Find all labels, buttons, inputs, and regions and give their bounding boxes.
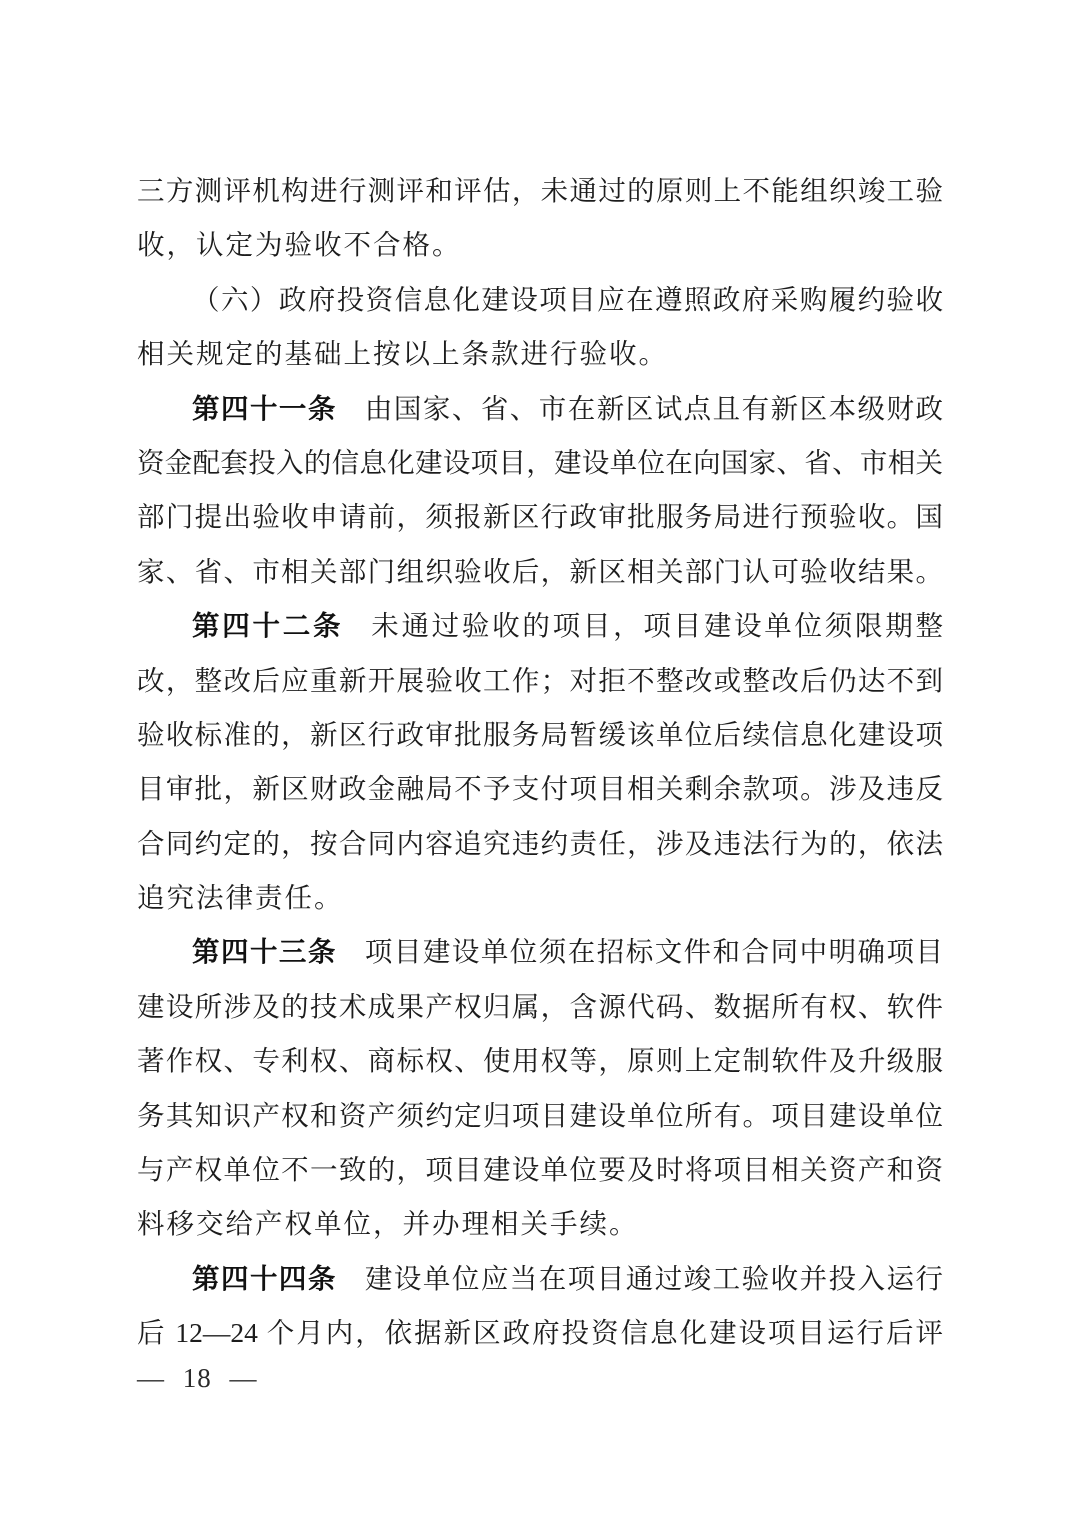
document-line [137, 1197, 943, 1251]
document-line [137, 817, 943, 871]
article-number: 第四十二条 [192, 610, 344, 642]
line-text: 由国家、省、市在新区试点且有新区本级财政 [364, 392, 944, 424]
document-line [137, 273, 943, 327]
line-text: 项目建设单位须在招标文件和合同中明确项目 [364, 936, 944, 968]
line-text: 建设单位应当在项目通过竣工验收并投入运行 [364, 1262, 944, 1294]
line-text: 目审批，新区财政金融局不予支付项目相关剩余款项。涉及违反 [137, 773, 943, 805]
line-text: 建设所涉及的技术成果产权归属，含源代码、数据所有权、软件 [137, 990, 943, 1022]
document-line [137, 654, 943, 708]
line-text: 相关规定的基础上按以上条款进行验收。 [137, 338, 668, 370]
line-text: 后 12—24 个月内，依据新区政府投资信息化建设项目运行后评 [137, 1317, 943, 1349]
document-line [137, 980, 943, 1034]
document-line [137, 925, 943, 979]
document-line [137, 545, 943, 599]
document-line [137, 327, 943, 381]
line-text: 合同约定的，按合同内容追究违约责任，涉及违法行为的，依法 [137, 827, 943, 859]
document-line [137, 1252, 943, 1306]
document-line [137, 1306, 943, 1360]
article-number: 第四十三条 [192, 936, 337, 968]
line-text: 与产权单位不一致的，项目建设单位要及时将项目相关资产和资 [137, 1154, 943, 1186]
document-line [137, 218, 943, 272]
line-text: （六）政府投资信息化建设项目应在遵照政府采购履约验收 [192, 283, 943, 315]
document-line [137, 382, 943, 436]
article-number: 第四十一条 [192, 392, 337, 424]
document-line [137, 871, 943, 925]
document-line [137, 436, 943, 490]
document-line [137, 1143, 943, 1197]
document-line [137, 1089, 943, 1143]
document-line [137, 1034, 943, 1088]
line-text: 资金配套投入的信息化建设项目，建设单位在向国家、省、市相关 [137, 446, 943, 478]
line-text: 改，整改后应重新开展验收工作；对拒不整改或整改后仍达不到 [137, 664, 943, 696]
line-text: 验收标准的，新区行政审批服务局暂缓该单位后续信息化建设项 [137, 718, 943, 750]
line-text: 料移交给产权单位，并办理相关手续。 [137, 1208, 639, 1240]
document-body [137, 164, 943, 1361]
document-line [137, 490, 943, 544]
line-text: 部门提出验收申请前，须报新区行政审批服务局进行预验收。国 [137, 501, 943, 533]
line-text: 追究法律责任。 [137, 882, 344, 914]
document-line [137, 762, 943, 816]
document-line [137, 164, 943, 218]
document-line [137, 708, 943, 762]
line-text: 收，认定为验收不合格。 [137, 229, 462, 261]
article-number: 第四十四条 [192, 1262, 337, 1294]
line-text: 家、省、市相关部门组织验收后，新区相关部门认可验收结果。 [137, 555, 943, 587]
line-text: 三方测评机构进行测评和评估，未通过的原则上不能组织竣工验 [137, 175, 943, 206]
page-number: — 18 — [137, 1363, 258, 1393]
line-text: 著作权、专利权、商标权、使用权等，原则上定制软件及升级服 [137, 1045, 943, 1077]
line-text: 未通过验收的项目，项目建设单位须限期整 [371, 610, 944, 642]
page-footer [137, 1360, 258, 1396]
line-text: 务其知识产权和资产须约定归项目建设单位所有。项目建设单位 [137, 1099, 943, 1131]
document-line [137, 599, 943, 653]
